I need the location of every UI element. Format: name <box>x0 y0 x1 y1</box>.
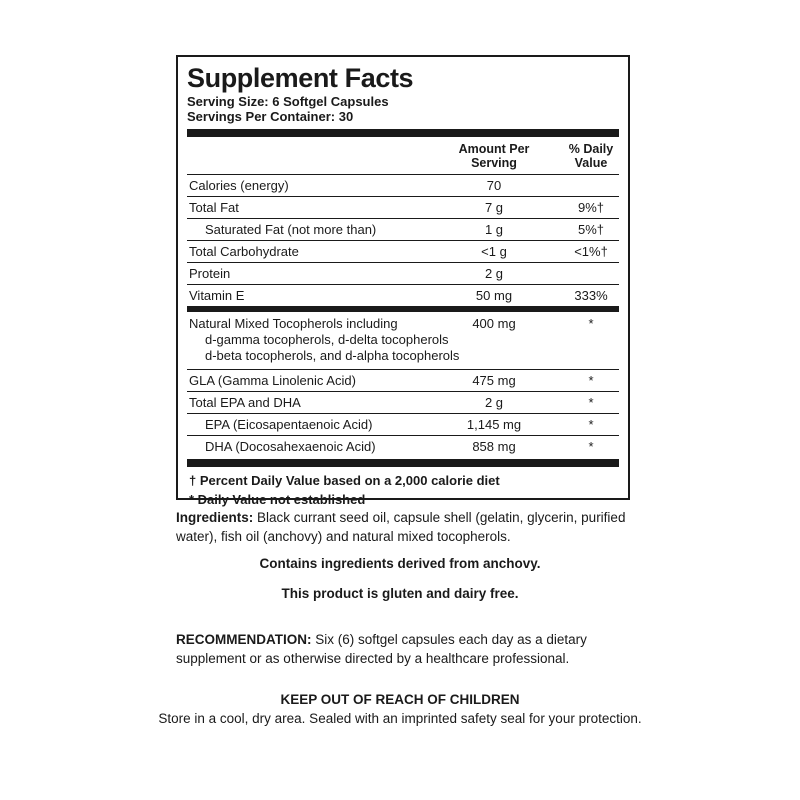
tocopherols-line2: d-gamma tocopherols, d-delta tocopherols <box>205 332 449 347</box>
nutrient-amount: 858 mg <box>472 439 516 454</box>
footnote-dagger: † Percent Daily Value based on a 2,000 calorie diet <box>189 473 500 488</box>
tocopherols-name <box>189 316 459 364</box>
ingredients-label: Ingredients: <box>176 510 254 525</box>
amount-header-line1: Amount Per <box>458 142 530 156</box>
table-row <box>187 197 619 219</box>
nutrient-name: Total EPA and DHA <box>189 395 301 410</box>
contains-statement: Contains ingredients derived from anchovy. <box>259 556 541 571</box>
table-row <box>187 392 619 414</box>
nutrient-amount: 50 mg <box>475 288 513 303</box>
nutrient-amount: 1,145 mg <box>466 417 522 432</box>
nutrient-name: DHA (Docosahexaenoic Acid) <box>205 439 376 454</box>
warning-block <box>150 690 650 728</box>
table-row <box>187 241 619 263</box>
nutrient-dv: * <box>588 316 594 331</box>
table-row <box>187 263 619 285</box>
dv-header <box>561 142 621 170</box>
ingredients-body: Black currant seed oil, capsule shell (gelatin, glycerin, purified water), fish oil (anchovy) and natural mixed tocopherols. <box>176 510 626 544</box>
divider-thick <box>187 459 619 467</box>
divider-thick <box>187 129 619 137</box>
nutrient-name: Saturated Fat (not more than) <box>205 222 377 237</box>
nutrient-name: Calories (energy) <box>189 178 289 193</box>
keep-out-warning: KEEP OUT OF REACH OF CHILDREN <box>280 692 520 707</box>
nutrient-dv: 9%† <box>577 200 605 215</box>
servings-per-container: Servings Per Container: 30 <box>187 109 354 124</box>
gluten-statement: This product is gluten and dairy free. <box>281 586 519 601</box>
dv-header-line2: Value <box>574 156 608 170</box>
column-header <box>187 137 619 175</box>
nutrient-name: Total Fat <box>189 200 239 215</box>
table-row-tocopherols <box>187 312 619 370</box>
nutrient-amount: 70 <box>486 178 502 193</box>
footnotes <box>189 471 619 509</box>
nutrient-name: Total Carbohydrate <box>189 244 299 259</box>
table-row <box>187 285 619 306</box>
recommendation-label: RECOMMENDATION: <box>176 632 312 647</box>
nutrient-amount: 2 g <box>484 266 504 281</box>
table-row <box>187 414 619 436</box>
footnote-asterisk: * Daily Value not established <box>189 492 366 507</box>
nutrient-name: Protein <box>189 266 231 281</box>
amount-header <box>449 142 539 170</box>
serving-size: Serving Size: 6 Softgel Capsules <box>187 94 389 109</box>
tocopherols-line3: d-beta tocopherols, and d-alpha tocopherols <box>205 348 460 363</box>
table-row <box>187 175 619 197</box>
nutrient-name: GLA (Gamma Linolenic Acid) <box>189 373 356 388</box>
recommendation-text <box>176 630 636 668</box>
nutrient-dv: 333% <box>574 288 608 303</box>
nutrient-amount: 2 g <box>484 395 504 410</box>
nutrient-amount: 1 g <box>484 222 504 237</box>
ingredients-text <box>176 508 636 546</box>
nutrient-amount: 7 g <box>484 200 504 215</box>
nutrient-dv: <1%† <box>574 244 608 259</box>
recommendation-body: Six (6) softgel capsules each day as a dietary supplement or as otherwise directed by a healthcare professional. <box>176 632 587 666</box>
storage-text: Store in a cool, dry area. Sealed with an imprinted safety seal for your protection. <box>158 711 642 726</box>
nutrient-dv: * <box>588 373 594 388</box>
nutrient-amount: 475 mg <box>472 373 516 388</box>
dv-header-line1: % Daily <box>568 142 614 156</box>
nutrient-dv: * <box>588 439 594 454</box>
panel-title: Supplement Facts <box>187 63 414 93</box>
nutrient-dv: * <box>588 417 594 432</box>
nutrient-amount: 400 mg <box>472 316 516 331</box>
nutrient-dv: * <box>588 395 594 410</box>
supplement-facts-panel <box>176 55 630 507</box>
table-row <box>187 219 619 241</box>
tocopherols-line1: Natural Mixed Tocopherols including <box>189 316 398 331</box>
nutrient-dv: 5%† <box>577 222 605 237</box>
table-row <box>187 370 619 392</box>
amount-header-line2: Serving <box>471 156 517 170</box>
nutrient-name: EPA (Eicosapentaenoic Acid) <box>205 417 373 432</box>
table-row <box>187 436 619 457</box>
nutrient-name: Vitamin E <box>189 288 245 303</box>
nutrient-amount: <1 g <box>481 244 507 259</box>
